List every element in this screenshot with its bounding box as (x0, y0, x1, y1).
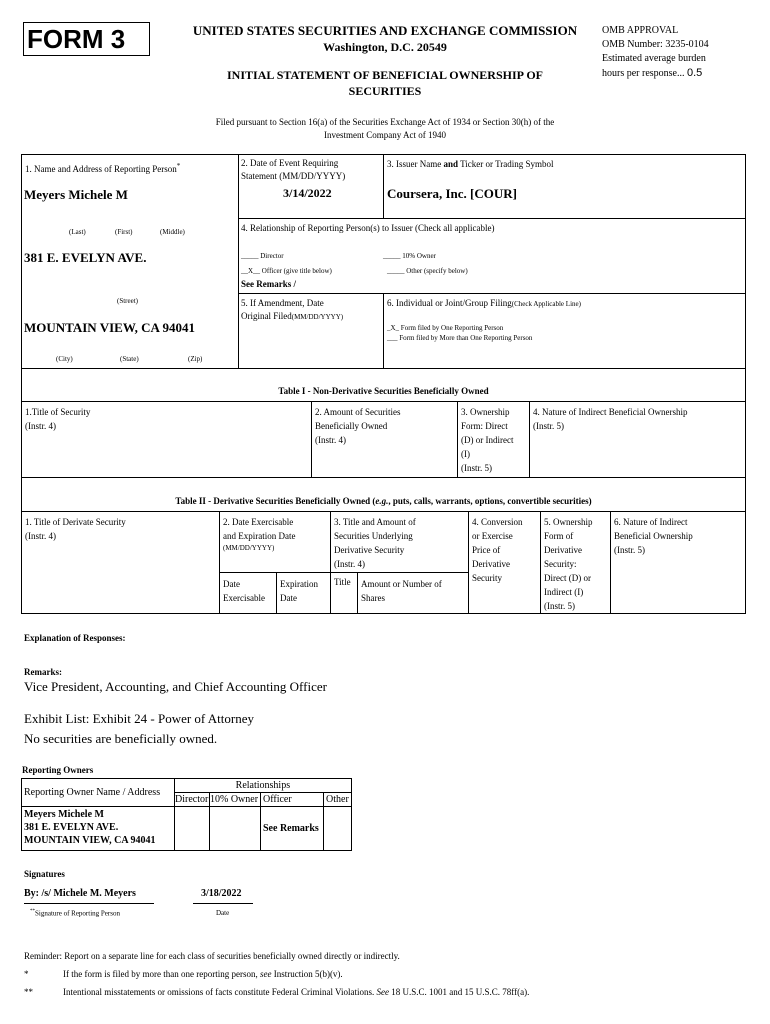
ro-col-director: Director (175, 794, 209, 805)
omb-line-2: OMB Number: 3235-0104 (602, 39, 709, 50)
signatures-heading: Signatures (24, 869, 65, 879)
t2-col-date-exercisable: Date Exercisable (223, 579, 265, 603)
label-zip: (Zip) (188, 355, 203, 363)
remarks-line-2: Exhibit List: Exhibit 24 - Power of Attorney (24, 711, 255, 726)
remarks-line-1: Vice President, Accounting, and Chief Accounting Officer (24, 679, 327, 694)
director-option: _____ Director (241, 252, 284, 260)
date-label: Date (216, 909, 230, 917)
omb-line-4 (602, 66, 709, 81)
remarks-line-3: No securities are beneficially owned. (24, 731, 218, 746)
t2-col-dates: 2. Date Exercisable and Expiration Date (MM/DD/YYYY) (223, 517, 296, 552)
remarks-heading: Remarks: (24, 667, 62, 677)
footnote-1: If the form is filed by more than one reporting person, see Instruction 5(b)(v). (63, 969, 343, 979)
ro-col-ten: 10% Owner (210, 793, 261, 807)
label-last: (Last) (69, 228, 86, 236)
issuer-label: 3. Issuer Name and Ticker or Trading Symbol (387, 159, 554, 169)
explanation-heading: Explanation of Responses: (24, 633, 126, 643)
relationship-label: 4. Relationship of Reporting Person(s) to Issuer (Check all applicable) (241, 223, 495, 233)
label-middle: (Middle) (160, 228, 185, 236)
ro-officer-cell: See Remarks (261, 807, 324, 851)
filing-type-label: 6. Individual or Joint/Group Filing(Check Applicable Line) (387, 298, 581, 308)
t2-col-underlying-amount: Amount or Number of Shares (361, 579, 442, 603)
agency-name: UNITED STATES SECURITIES AND EXCHANGE COMMISSION (192, 23, 578, 38)
filing-option-one: _X_ Form filed by One Reporting Person (387, 324, 504, 332)
form-title: FORM 3 (27, 24, 126, 54)
filed-pursuant: Filed pursuant to Section 16(a) of the Securities Exchange Act of 1934 or Section 30(h) of the (215, 117, 555, 127)
ro-col-other: Other (324, 793, 352, 807)
issuer-label-and: and (443, 159, 458, 169)
t2-col-ownership: 5. Ownership Form of Derivative Security: Direct (D) or Indirect (I) (Instr. 5) (544, 517, 593, 611)
footnote-2: Intentional misstatements or omissions of facts constitute Federal Criminal Violations. See 18 U.S.C. 1001 and 15 U.S.C. 78ff(a). (63, 987, 530, 997)
omb-hours-value: 0.5 (686, 67, 703, 79)
t2-col-title: 1. Title of Derivate Security (Instr. 4) (25, 517, 126, 541)
t1-col-amount: 2. Amount of Securities Beneficially Owned (Instr. 4) (315, 407, 401, 445)
omb-hours-label: hours per response... (602, 68, 685, 79)
t2-col-expiration: Expiration Date (280, 579, 318, 603)
officer-title: See Remarks / (241, 279, 296, 289)
filing-option-more: ___ Form filed by More than One Reporting Person (387, 334, 533, 342)
filed-pursuant-2: Investment Company Act of 1940 (324, 130, 446, 140)
officer-option: __X__ Officer (give title below) (241, 267, 332, 275)
table-2-title: Table II - Derivative Securities Beneficially Owned (e.g., puts, calls, warrants, options, convertible securities) (175, 496, 592, 506)
reporting-owners-heading: Reporting Owners (22, 765, 94, 775)
label-state: (State) (120, 355, 139, 363)
reminder: Reminder: Report on a separate line for each class of securities beneficially owned directly or indirectly. (24, 951, 400, 961)
label-first: (First) (115, 228, 133, 236)
reporting-owners-table (21, 778, 352, 851)
ro-relationships: Relationships (175, 779, 352, 793)
name-footnote-mark: * (176, 162, 181, 170)
amendment-label: 5. If Amendment, Date Original Filed(MM/DD/YYYY) (241, 298, 344, 321)
label-street: (Street) (117, 297, 138, 305)
t2-col-underlying: 3. Title and Amount of Securities Underlying Derivative Security (Instr. 4) (334, 517, 416, 569)
name-address-label: 1. Name and Address of Reporting Person* (25, 162, 181, 174)
city-state-zip: MOUNTAIN VIEW, CA 94041 (24, 320, 195, 335)
ro-other-cell (324, 807, 352, 851)
t2-col-nature: 6. Nature of Indirect Beneficial Ownership (Instr. 5) (614, 517, 693, 555)
other-option: _____ Other (specify below) (387, 267, 468, 275)
reporting-person-name: Meyers Michele M (24, 187, 128, 202)
t1-col-title: 1.Title of Security (Instr. 4) (25, 407, 91, 431)
t1-col-nature: 4. Nature of Indirect Beneficial Ownership (Instr. 5) (533, 407, 688, 431)
footnote-star-1: * (24, 969, 29, 979)
footnote-star-2: ** (24, 987, 33, 997)
t1-col-ownership: 3. Ownership Form: Direct (D) or Indirect (I) (Instr. 5) (461, 407, 514, 473)
ro-ten-cell (210, 807, 261, 851)
event-date-label: 2. Date of Event Requiring Statement (MM/DD/YYYY) (241, 158, 346, 181)
label-city: (City) (56, 355, 73, 363)
t2-col-conversion: 4. Conversion or Exercise Price of Derivative Security (472, 517, 523, 583)
statement-title-2: SECURITIES (348, 84, 422, 98)
signature-by: By: /s/ Michele M. Meyers (24, 888, 136, 899)
event-date-value: 3/14/2022 (283, 186, 332, 200)
table-1-title: Table I - Non-Derivative Securities Beneficially Owned (278, 386, 489, 396)
t2-col-underlying-title: Title (334, 577, 351, 587)
street-address: 381 E. EVELYN AVE. (24, 250, 147, 265)
ten-percent-option: _____ 10% Owner (383, 252, 436, 260)
ro-col-name: Reporting Owner Name / Address (22, 779, 175, 807)
signature-label: **Signature of Reporting Person (30, 909, 120, 918)
omb-line-3: Estimated average burden (602, 53, 706, 64)
ro-director-cell (175, 807, 210, 851)
signature-date: 3/18/2022 (201, 888, 242, 899)
statement-title: INITIAL STATEMENT OF BENEFICIAL OWNERSHIP OF (227, 68, 543, 82)
ro-owner: Meyers Michele M 381 E. EVELYN AVE. MOUNTAIN VIEW, CA 94041 (22, 807, 175, 851)
agency-location: Washington, D.C. 20549 (323, 40, 447, 54)
ro-col-officer: Officer (261, 793, 324, 807)
issuer-name-ticker: Coursera, Inc. [COUR] (387, 186, 517, 201)
omb-line-1: OMB APPROVAL (602, 25, 679, 36)
omb-approval (602, 24, 709, 81)
